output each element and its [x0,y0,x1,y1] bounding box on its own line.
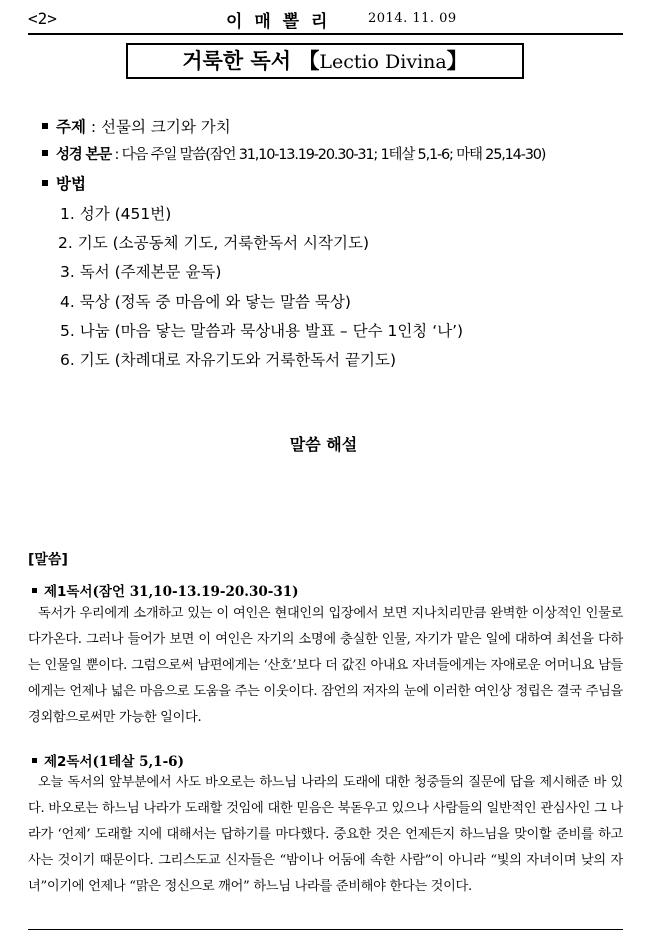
square-bullet-icon [32,758,37,763]
method-label: 방법 [56,175,86,193]
first-reading-heading [32,580,299,600]
title-korean: 거룩한 독서 [182,49,292,73]
reading-title: 제1독서 [44,584,93,600]
theme-separator: : [85,118,102,136]
page-number: <2> [28,9,57,28]
first-reading-commentary: 독서가 우리에게 소개하고 있는 이 여인은 현대인의 입장에서 보면 지나치리만큼 완벽한 이상적인 인물로 다가온다. 그러나 들어가 보면 이 여인은 자기의 소명에 충실한 인물, 자기가 맡은 일에 대하여 최선을 다하는 인물일 뿐이다. 그럼으로써 남편에게는 ‘산호’보다 더 값진 아내요 자녀들에게는 자애로운 어머니요 남들에게는 언제나 넓은 마음으로 도움을 주는 이웃이다. 잠언의 저자의 눈에 이러한 여인상 정립은 결국 주님을 경외함으로써만 가능한 일이다. [28,606,623,725]
title-close-bracket: 】 [446,49,468,73]
title-open-bracket: 【 [298,49,320,73]
theme-value: 선물의 크기와 가치 [101,118,231,136]
issue-date: 2014. 11. 09 [368,11,457,26]
reading-reference: (1테살 5,1-6) [92,754,184,770]
step-item: 3. 독서 (주제본문 윤독) [60,263,222,281]
second-reading-heading [32,750,184,770]
header-divider [28,33,623,35]
reading-title: 제2독서 [44,754,93,770]
bulletin-name: 이 매 뽈 리 [226,12,331,32]
second-reading-commentary: 오늘 독서의 앞부분에서 사도 바오로는 하느님 나라의 도래에 대한 청중들의 질문에 답을 제시해준 바 있다. 바오로는 하느님 나라가 도래할 것임에 대한 믿음은 북돋우고 있으나 사람들의 일반적인 관심사인 그 나라가 ‘언제’ 도래할 지에 대해서는 답하기를 마다했다. 중요한 것은 언제든지 하느님을 맞이할 준비를 하고 사는 것이기 때문이다. 그리스도교 신자들은 “밤이나 어둠에 속한 사람”이 아니라 “빛의 자녀이며 낮의 자녀”이기에 언제나 “맑은 정신으로 깨어” 하느님 나라를 준비해야 한다는 것이다. [28,775,623,894]
scripture-row [42,143,545,164]
step-item: 6. 기도 (차례대로 자유기도와 거룩한독서 끝기도) [60,351,397,369]
square-bullet-icon [42,150,48,156]
step-item: 1. 성가 (451번) [60,205,172,223]
step-item: 2. 기도 (소공동체 기도, 거룩한독서 시작기도) [58,234,369,252]
reading-reference: (잠언 31,10-13.19-20.30-31) [92,584,299,600]
footer-divider [28,929,623,930]
document-title [126,43,524,79]
theme-label: 주제 [56,118,86,136]
theme-row [42,115,231,137]
scripture-value: : 다음 주일 말씀(잠언 31,10-13.19-20.30-31; 1테살 5,1-6; 마태 25,14-30) [111,147,546,163]
word-label: [말씀] [28,552,68,568]
square-bullet-icon [42,123,48,129]
title-latin: Lectio Divina [319,51,447,73]
scripture-label: 성경 본문 [56,147,112,163]
square-bullet-icon [32,588,37,593]
step-item: 4. 묵상 (정독 중 마음에 와 닿는 말씀 묵상) [60,293,351,311]
method-row [42,172,86,194]
page-header [28,8,621,32]
section-title: 말씀 해설 [289,435,358,454]
square-bullet-icon [42,180,48,186]
step-item: 5. 나눔 (마음 닿는 말씀과 묵상내용 발표 – 단수 1인칭 ‘나’) [60,322,464,340]
